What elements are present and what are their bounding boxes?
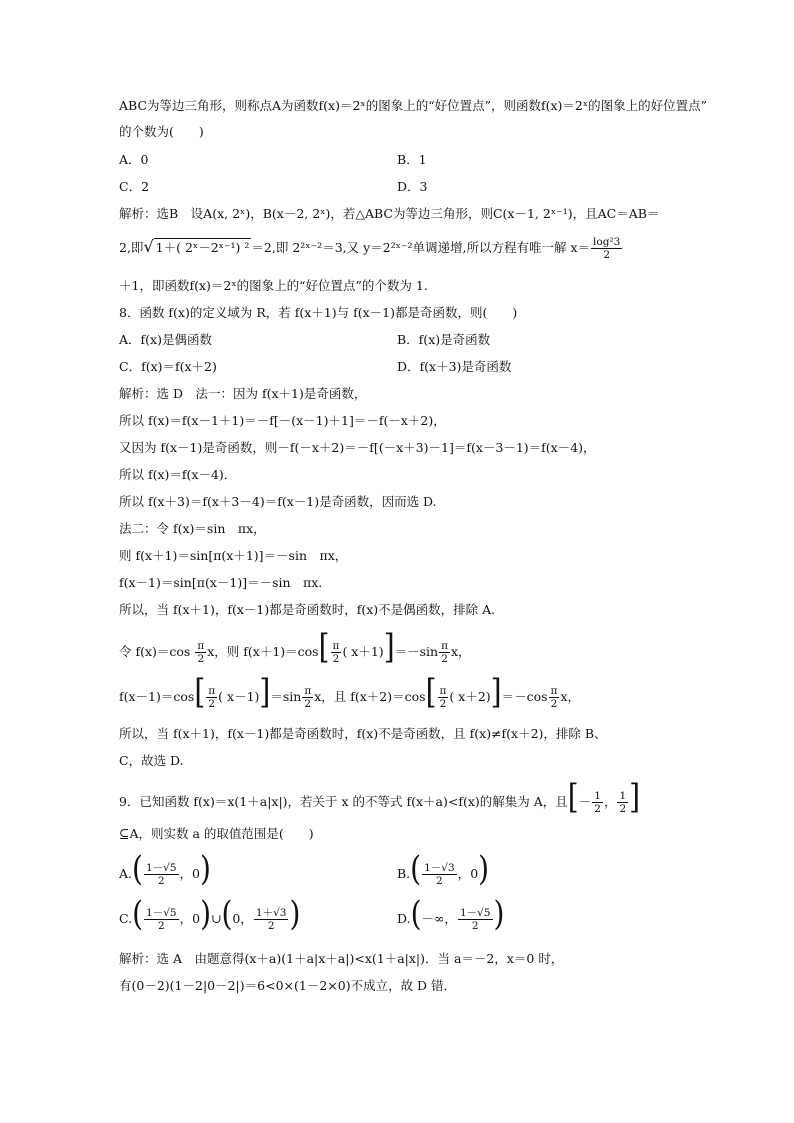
frac-numerator: π — [441, 640, 448, 652]
frac-denominator: 2 — [197, 653, 205, 665]
q8-cos-text5: x， — [451, 644, 471, 659]
q8-cos2-text5: ( x＋2) — [449, 689, 491, 704]
frac-denominator: 2 — [208, 698, 216, 710]
q8-frac-pi-over-2 — [331, 640, 342, 665]
frac-denominator: 2 — [436, 875, 443, 887]
frac-numerator: 1－√5 — [146, 907, 177, 919]
q8-solution-line5: 所以 f(x＋3)＝f(x＋3－4)＝f(x－1)是奇函数，因而选 D. — [119, 494, 437, 509]
q7-sqrt-radicand: 1＋( 2ˣ－2ˣ⁻¹) ² — [155, 240, 250, 255]
q8-frac-pi-over-2 — [206, 685, 217, 710]
q7-option-b: B．1 — [397, 152, 427, 167]
q8-cos2-text3: ＝sin — [270, 689, 302, 704]
right-bracket: ] — [490, 671, 502, 712]
q9-option-c — [119, 893, 301, 936]
q8-conclusion-line2: C，故选 D. — [119, 753, 184, 768]
q9-frac-half — [592, 790, 603, 815]
q9-option-a — [119, 848, 211, 891]
q8-option-a: A．f(x)是偶函数 — [119, 332, 212, 347]
q9-solution-line2: 有(0－2)(1－2|0－2|)＝6<0×(1－2×0)不成立，故 D 错． — [119, 978, 457, 993]
q8-stem: 8．函数 f(x)的定义域为 R，若 f(x＋1)与 f(x－1)都是奇函数，则( ) — [119, 305, 518, 320]
frac-numerator: 1－√5 — [145, 862, 177, 874]
option-label: A. — [119, 866, 133, 881]
q8-frac-pi-over-2 — [438, 685, 449, 710]
comma: ， — [444, 911, 457, 926]
frac-numerator: π — [332, 640, 340, 652]
left-paren: ( — [132, 893, 144, 934]
zero: 0 — [232, 911, 241, 926]
q9-solution-line1: 解析：选 A 由题意得(x＋a)(1＋a|x＋a|)<x(1＋a|x|)．当 a＝－2，x＝0 时， — [119, 951, 564, 966]
frac-numerator: 1 — [619, 790, 627, 802]
q7-log-numerator: log²3 — [593, 236, 621, 248]
left-bracket: [ — [318, 626, 330, 667]
frac-denominator: 2 — [594, 803, 601, 815]
q8-method2-line1: 法二：令 f(x)＝sin πx， — [119, 521, 266, 536]
left-paren: ( — [410, 848, 422, 889]
comma: ， — [603, 794, 617, 809]
zero: 0 — [192, 866, 200, 881]
right-paren: ) — [493, 893, 505, 934]
negative-infinity: －∞ — [421, 911, 445, 926]
left-paren: ( — [132, 848, 143, 889]
frac-denominator: 2 — [304, 698, 312, 710]
q8-frac-pi-over-2 — [549, 685, 560, 710]
q8-option-b: B．f(x)是奇函数 — [397, 332, 491, 347]
minus-sign: － — [578, 794, 592, 809]
q8-cos2-text7: x， — [560, 689, 581, 704]
right-paren: ) — [478, 848, 490, 889]
q7-option-c: C．2 — [119, 179, 150, 194]
frac — [254, 907, 289, 932]
q8-cos2-text1: f(x－1)＝cos — [119, 689, 195, 704]
right-bracket: ] — [383, 626, 395, 667]
frac — [144, 862, 179, 887]
left-paren: ( — [410, 893, 422, 934]
q8-solution-line2: 所以 f(x)＝f(x－1＋1)＝－f[－(x－1)＋1]＝－f(－x＋2)， — [119, 413, 446, 428]
frac-numerator: π — [304, 685, 312, 697]
q8-conclusion-line1: 所以，当 f(x＋1)，f(x－1)都是奇函数时，f(x)不是奇函数，且 f(x)≠f(x＋2)，排除 B、 — [119, 726, 607, 741]
q8-cos-text2: x，则 f(x＋1)＝cos — [207, 644, 319, 659]
q9-stem-text: 9．已知函数 f(x)＝x(1＋a|x|)，若关于 x 的不等式 f(x＋a)<f(x)的解集为 A，且 — [119, 794, 568, 809]
q9-option-b — [397, 848, 490, 891]
q9-stem-line1 — [119, 776, 641, 817]
frac-numerator: π — [439, 685, 447, 697]
q8-method2-line4: 所以，当 f(x＋1)，f(x－1)都是奇函数时，f(x)不是偶函数，排除 A. — [119, 602, 496, 617]
frac — [144, 907, 179, 932]
q7-stem-line2: 的个数为( ) — [119, 124, 204, 139]
q7-option-d: D．3 — [397, 179, 428, 194]
comma: ， — [179, 866, 193, 881]
option-label: C. — [119, 911, 133, 926]
q8-cos-text1: 令 f(x)＝cos — [119, 644, 191, 659]
right-paren: ) — [289, 893, 301, 934]
frac-numerator: 1－√3 — [424, 862, 455, 874]
option-label: D. — [397, 911, 411, 926]
q8-option-d: D．f(x＋3)是奇函数 — [397, 359, 512, 374]
frac-denominator: 2 — [439, 698, 447, 710]
q8-cos-text4: ＝－sin — [394, 644, 439, 659]
q9-option-d — [397, 893, 505, 936]
q8-cos-text3: ( x＋1) — [342, 644, 384, 659]
frac-denominator: 2 — [441, 653, 448, 665]
q7-option-a: A．0 — [119, 152, 149, 167]
right-bracket: ] — [629, 776, 641, 817]
frac-denominator: 2 — [267, 920, 275, 932]
q9-frac-half — [617, 790, 628, 815]
frac-numerator: π — [208, 685, 216, 697]
frac — [458, 907, 493, 932]
frac-numerator: 1 — [594, 790, 601, 802]
q7-sol2-middle: ＝2,即 2²ˣ⁻²＝3,又 y＝2²ˣ⁻²单调递增,所以方程有唯一解 x＝ — [251, 240, 591, 255]
left-bracket: [ — [425, 671, 437, 712]
q8-cos2-text4: x，且 f(x＋2)＝cos — [314, 689, 426, 704]
q8-frac-pi-over-2 — [195, 640, 206, 665]
q8-frac-pi-over-2 — [439, 640, 450, 665]
right-paren: ) — [199, 848, 211, 889]
right-paren: ) — [200, 893, 211, 934]
q8-cos2-text6: ＝－cos — [501, 689, 548, 704]
frac-denominator: 2 — [550, 698, 558, 710]
option-label: B. — [397, 866, 411, 881]
q7-log-denominator: 2 — [603, 249, 611, 261]
q7-solution-line1: 解析：选B 设A(x, 2ˣ)，B(x－2, 2ˣ)，若△ABC为等边三角形，则C(x－1, 2ˣ⁻¹)，且AC＝AB＝ — [119, 206, 660, 221]
q7-stem-line1: ABC为等边三角形，则称点A为函数f(x)＝2ˣ的图象上的“好位置点”，则函数f(x)＝2ˣ的图象上的好位置点” — [119, 98, 708, 113]
q8-cos2-text2: ( x－1) — [218, 689, 260, 704]
q8-method2-cos-line1 — [119, 626, 471, 667]
q8-solution-line4: 所以 f(x)＝f(x－4)． — [119, 467, 237, 482]
frac-numerator: 1－√5 — [459, 907, 491, 919]
zero: 0 — [470, 866, 479, 881]
right-bracket: ] — [259, 671, 271, 712]
q8-method2-line2: 则 f(x＋1)＝sin[π(x＋1)]＝－sin πx， — [119, 548, 348, 563]
zero: 0 — [192, 911, 201, 926]
frac-numerator: π — [197, 640, 205, 652]
left-bracket: [ — [194, 671, 206, 712]
q8-option-c: C．f(x)＝f(x＋2) — [119, 359, 217, 374]
frac-denominator: 2 — [471, 920, 479, 932]
q8-method2-cos-line2 — [119, 671, 581, 712]
frac-denominator: 2 — [157, 920, 165, 932]
q9-stem-line2: ⊆A，则实数 a 的取值范围是( ) — [119, 826, 314, 841]
left-bracket: [ — [567, 776, 579, 817]
frac-denominator: 2 — [619, 803, 627, 815]
comma: ， — [457, 866, 471, 881]
frac-numerator: 1＋√3 — [255, 907, 287, 919]
q8-solution-line3: 又因为 f(x－1)是奇函数，则－f(－x＋2)＝－f[(－x＋3)－1]＝f(x－3－1)＝f(x－4)， — [119, 440, 596, 455]
q7-sol2-prefix: 2,即 — [119, 240, 144, 255]
frac-denominator: 2 — [332, 653, 340, 665]
comma: ， — [240, 911, 253, 926]
comma: ， — [179, 911, 193, 926]
left-paren: ( — [221, 893, 233, 934]
q8-frac-pi-over-2 — [302, 685, 313, 710]
q8-solution-line1: 解析：选 D 法一：因为 f(x＋1)是奇函数， — [119, 386, 367, 401]
frac-denominator: 2 — [157, 875, 165, 887]
q7-solution-line3: ＋1，即函数f(x)＝2ˣ的图象上的“好位置点”的个数为 1. — [119, 278, 428, 293]
q8-method2-line3: f(x－1)＝sin[π(x－1)]＝－sin πx. — [119, 575, 323, 590]
q7-log-fraction — [591, 236, 622, 261]
q7-solution-line2 — [119, 236, 623, 261]
union-symbol: ∪ — [211, 911, 222, 926]
frac — [422, 862, 457, 887]
frac-numerator: π — [550, 685, 558, 697]
q7-sqrt: √ 1＋( 2ˣ－2ˣ⁻¹) ² — [143, 237, 250, 256]
